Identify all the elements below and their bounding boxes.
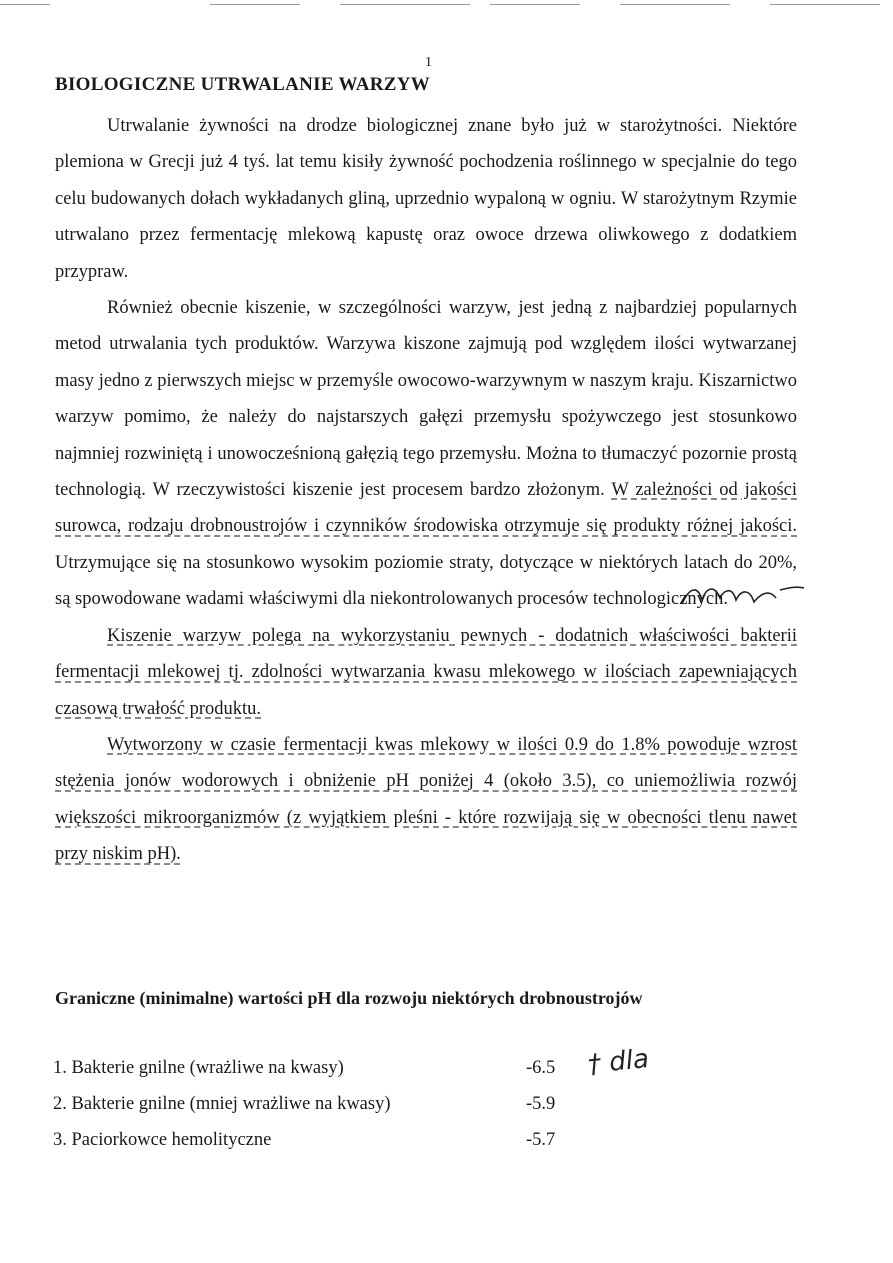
list-item-value: -5.7 — [526, 1130, 556, 1150]
paragraph-present — [55, 290, 797, 618]
list-item-value: -6.5 — [526, 1058, 556, 1078]
scan-edge-line — [490, 4, 580, 5]
handwritten-note: † dla — [586, 1043, 651, 1081]
document-title: BIOLOGICZNE UTRWALANIE WARZYW — [55, 74, 431, 95]
scan-edge-line — [210, 4, 300, 5]
handwritten-scribble — [676, 578, 806, 614]
scan-edge-line — [770, 4, 880, 5]
list-item-label: 2. Bakterie gnilne (mniej wrażliwe na kwasy) — [53, 1094, 391, 1114]
ph-list — [53, 1058, 653, 1166]
list-item — [53, 1130, 653, 1166]
scan-edge-line — [620, 4, 730, 5]
list-item — [53, 1058, 653, 1094]
list-item-label: 1. Bakterie gnilne (wrażliwe na kwasy) — [53, 1058, 344, 1078]
paragraph-present-text: Również obecnie kiszenie, w szczególności warzyw, jest jedną z najbardziej popularnych metod utrwalania tych produktów. Warzywa kiszone zajmują pod względem ilości wytwarzanej masy jedno z pierwszych miejsc w przemyśle owocowo-warzywnym w naszym kraju. Kiszarnictwo warzyw pomimo, że należy do najstarszych gałęzi przemysłu spożywczego jest stosunkowo najmniej rozwiniętą i unowocześnioną gałęzią tego przemysłu. Można to tłumaczyć pozornie prostą technologią. W rzeczywistości kiszenie jest procesem bardzo złożonym. — [55, 298, 797, 501]
paragraph-mechanism: Kiszenie warzyw polega na wykorzystaniu pewnych - dodatnich właściwości bakterii fermentacji mlekowej tj. zdolności wytwarzania kwasu mlekowego w ilościach zapewniających czasową trwałość produktu. — [55, 625, 797, 719]
document-body — [55, 108, 797, 873]
paragraph-history: Utrwalanie żywności na drodze biologicznej znane było już w starożytności. Niektóre plemiona w Grecji już 4 tyś. lat temu kisiły żywność pochodzenia roślinnego w specjalnie do tego celu budowanych dołach wykładanych gliną, uprzednio wypaloną w ogniu. W starożytnym Rzymie utrwalano przez fermentację mlekową kapustę oraz owoce drzewa oliwkowego z dodatkiem przypraw. — [55, 116, 797, 282]
list-item-label: 3. Paciorkowce hemolityczne — [53, 1130, 272, 1150]
page-number: 1 — [425, 55, 432, 70]
scan-edge-line — [0, 4, 50, 5]
scan-edge-line — [340, 4, 470, 5]
underlined-sentence: W zależności od jakości surowca, rodzaju drobnoustrojów i czynników środowiska otrzymuje się produkty różnej jakości. — [55, 480, 797, 537]
list-item — [53, 1094, 653, 1130]
paragraph-lactic-acid: Wytworzony w czasie fermentacji kwas mlekowy w ilości 0.9 do 1.8% powoduje wzrost stężenia jonów wodorowych i obniżenie pH poniżej 4 (około 3.5), co uniemożliwia rozwój większości mikroorganizmów (z wyjątkiem pleśni - które rozwijają się w obecności tlenu nawet przy niskim pH). — [55, 734, 797, 865]
paragraph-present-text-end: Utrzymujące się na stosunkowo wysokim poziomie straty, dotyczące w niektórych latach do 20%, są spowodowane wadami właściwymi dla niekontrolowanych procesów technologicznych. — [55, 552, 797, 610]
list-item-value: -5.9 — [526, 1094, 556, 1114]
section-title: Graniczne (minimalne) wartości pH dla rozwoju niektórych drobnoustrojów — [55, 988, 643, 1008]
